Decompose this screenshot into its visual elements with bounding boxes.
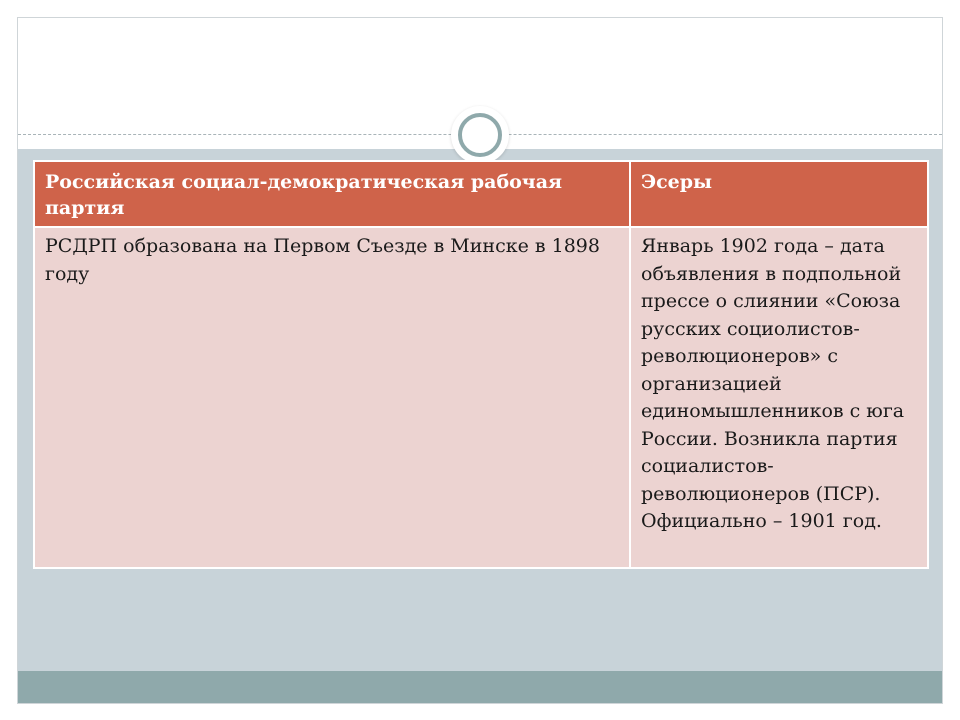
header-esery: Эсеры xyxy=(630,161,928,227)
header-rsdrp: Российская социал-демократическая рабочая партия xyxy=(34,161,630,227)
ring-ornament-icon xyxy=(451,106,509,164)
comparison-table xyxy=(33,160,929,569)
footer-band xyxy=(18,671,942,704)
cell-rsdrp: РСДРП образована на Первом Съезде в Минске в 1898 году xyxy=(34,227,630,568)
table-row xyxy=(34,227,928,568)
slide xyxy=(17,17,943,704)
cell-esery: Январь 1902 года – дата объявления в подпольной прессе о слиянии «Союза русских социолистов-революционеров» с организацией единомышленников с юга России. Возникла партия социалистов-революционеров (ПСР). Официально – 1901 год. xyxy=(630,227,928,568)
table-header-row xyxy=(34,161,928,227)
